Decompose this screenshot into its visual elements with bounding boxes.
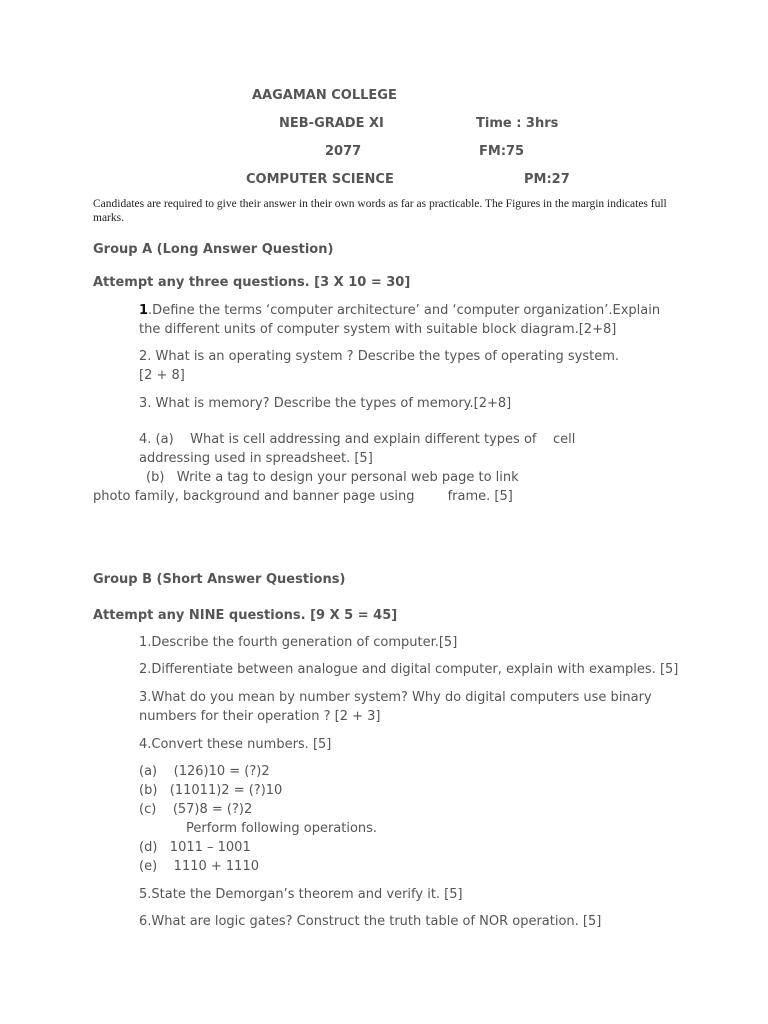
group-b-q3-line2: numbers for their operation ? [2 + 3] — [139, 709, 381, 724]
group-b-q4-a: (a) (126)10 = (?)2 — [139, 764, 270, 779]
group-a-q2-line1: 2. What is an operating system ? Describe the types of operating system. — [139, 349, 620, 364]
group-a-q3: 3. What is memory? Describe the types of memory.[2+8] — [139, 396, 512, 411]
group-b-q4-b: (b) (11011)2 = (?)10 — [139, 783, 283, 798]
group-b-q4-ops: Perform following operations. — [186, 821, 378, 836]
group-a-attempt: Attempt any three questions. [3 X 10 = 30] — [93, 275, 411, 290]
group-a-q4-line1: 4. (a) What is cell addressing and explain different types of cell — [139, 432, 576, 447]
group-a-q4-line3: (b) Write a tag to design your personal web page to link — [146, 470, 519, 485]
subject-label: COMPUTER SCIENCE — [246, 172, 394, 187]
time-label: Time : 3hrs — [476, 116, 559, 131]
group-b-q6: 6.What are logic gates? Construct the truth table of NOR operation. [5] — [139, 914, 602, 929]
group-a-q4-line2: addressing used in spreadsheet. [5] — [139, 451, 373, 466]
group-a-q1-text: .Define the terms ‘computer architecture’ and ‘computer organization’.Explain — [148, 303, 661, 318]
year-label: 2077 — [325, 144, 362, 159]
college-name: AAGAMAN COLLEGE — [252, 88, 397, 103]
group-a-title: Group A (Long Answer Question) — [93, 242, 334, 257]
group-b-q4-e: (e) 1110 + 1110 — [139, 859, 259, 874]
group-b-q3-line1: 3.What do you mean by number system? Why do digital computers use binary — [139, 690, 652, 705]
group-a-q1-line1 — [139, 301, 660, 320]
group-a-q2-line2: [2 + 8] — [139, 368, 185, 383]
group-b-q1: 1.Describe the fourth generation of computer.[5] — [139, 635, 458, 650]
group-a-q1-line2: the different units of computer system with suitable block diagram.[2+8] — [139, 322, 617, 337]
group-b-q4-d: (d) 1011 – 1001 — [139, 840, 251, 855]
group-a-q1-number: 1 — [139, 303, 149, 318]
group-b-q4-c: (c) (57)8 = (?)2 — [139, 802, 253, 817]
group-b-q2: 2.Differentiate between analogue and digital computer, explain with examples. [5] — [139, 662, 679, 677]
group-b-q5: 5.State the Demorgan’s theorem and verify it. [5] — [139, 887, 463, 902]
pass-marks-label: PM:27 — [524, 172, 570, 187]
group-a-q4-line4: photo family, background and banner page using frame. [5] — [93, 489, 513, 504]
group-b-title: Group B (Short Answer Questions) — [93, 572, 346, 587]
full-marks-label: FM:75 — [479, 144, 525, 159]
group-b-attempt: Attempt any NINE questions. [9 X 5 = 45] — [93, 608, 398, 623]
instructions: Candidates are required to give their answer in their own words as far as practicable. The Figures in the margin indicates full marks. — [93, 198, 667, 224]
group-b-q4: 4.Convert these numbers. [5] — [139, 737, 332, 752]
grade-label: NEB-GRADE XI — [279, 116, 384, 131]
